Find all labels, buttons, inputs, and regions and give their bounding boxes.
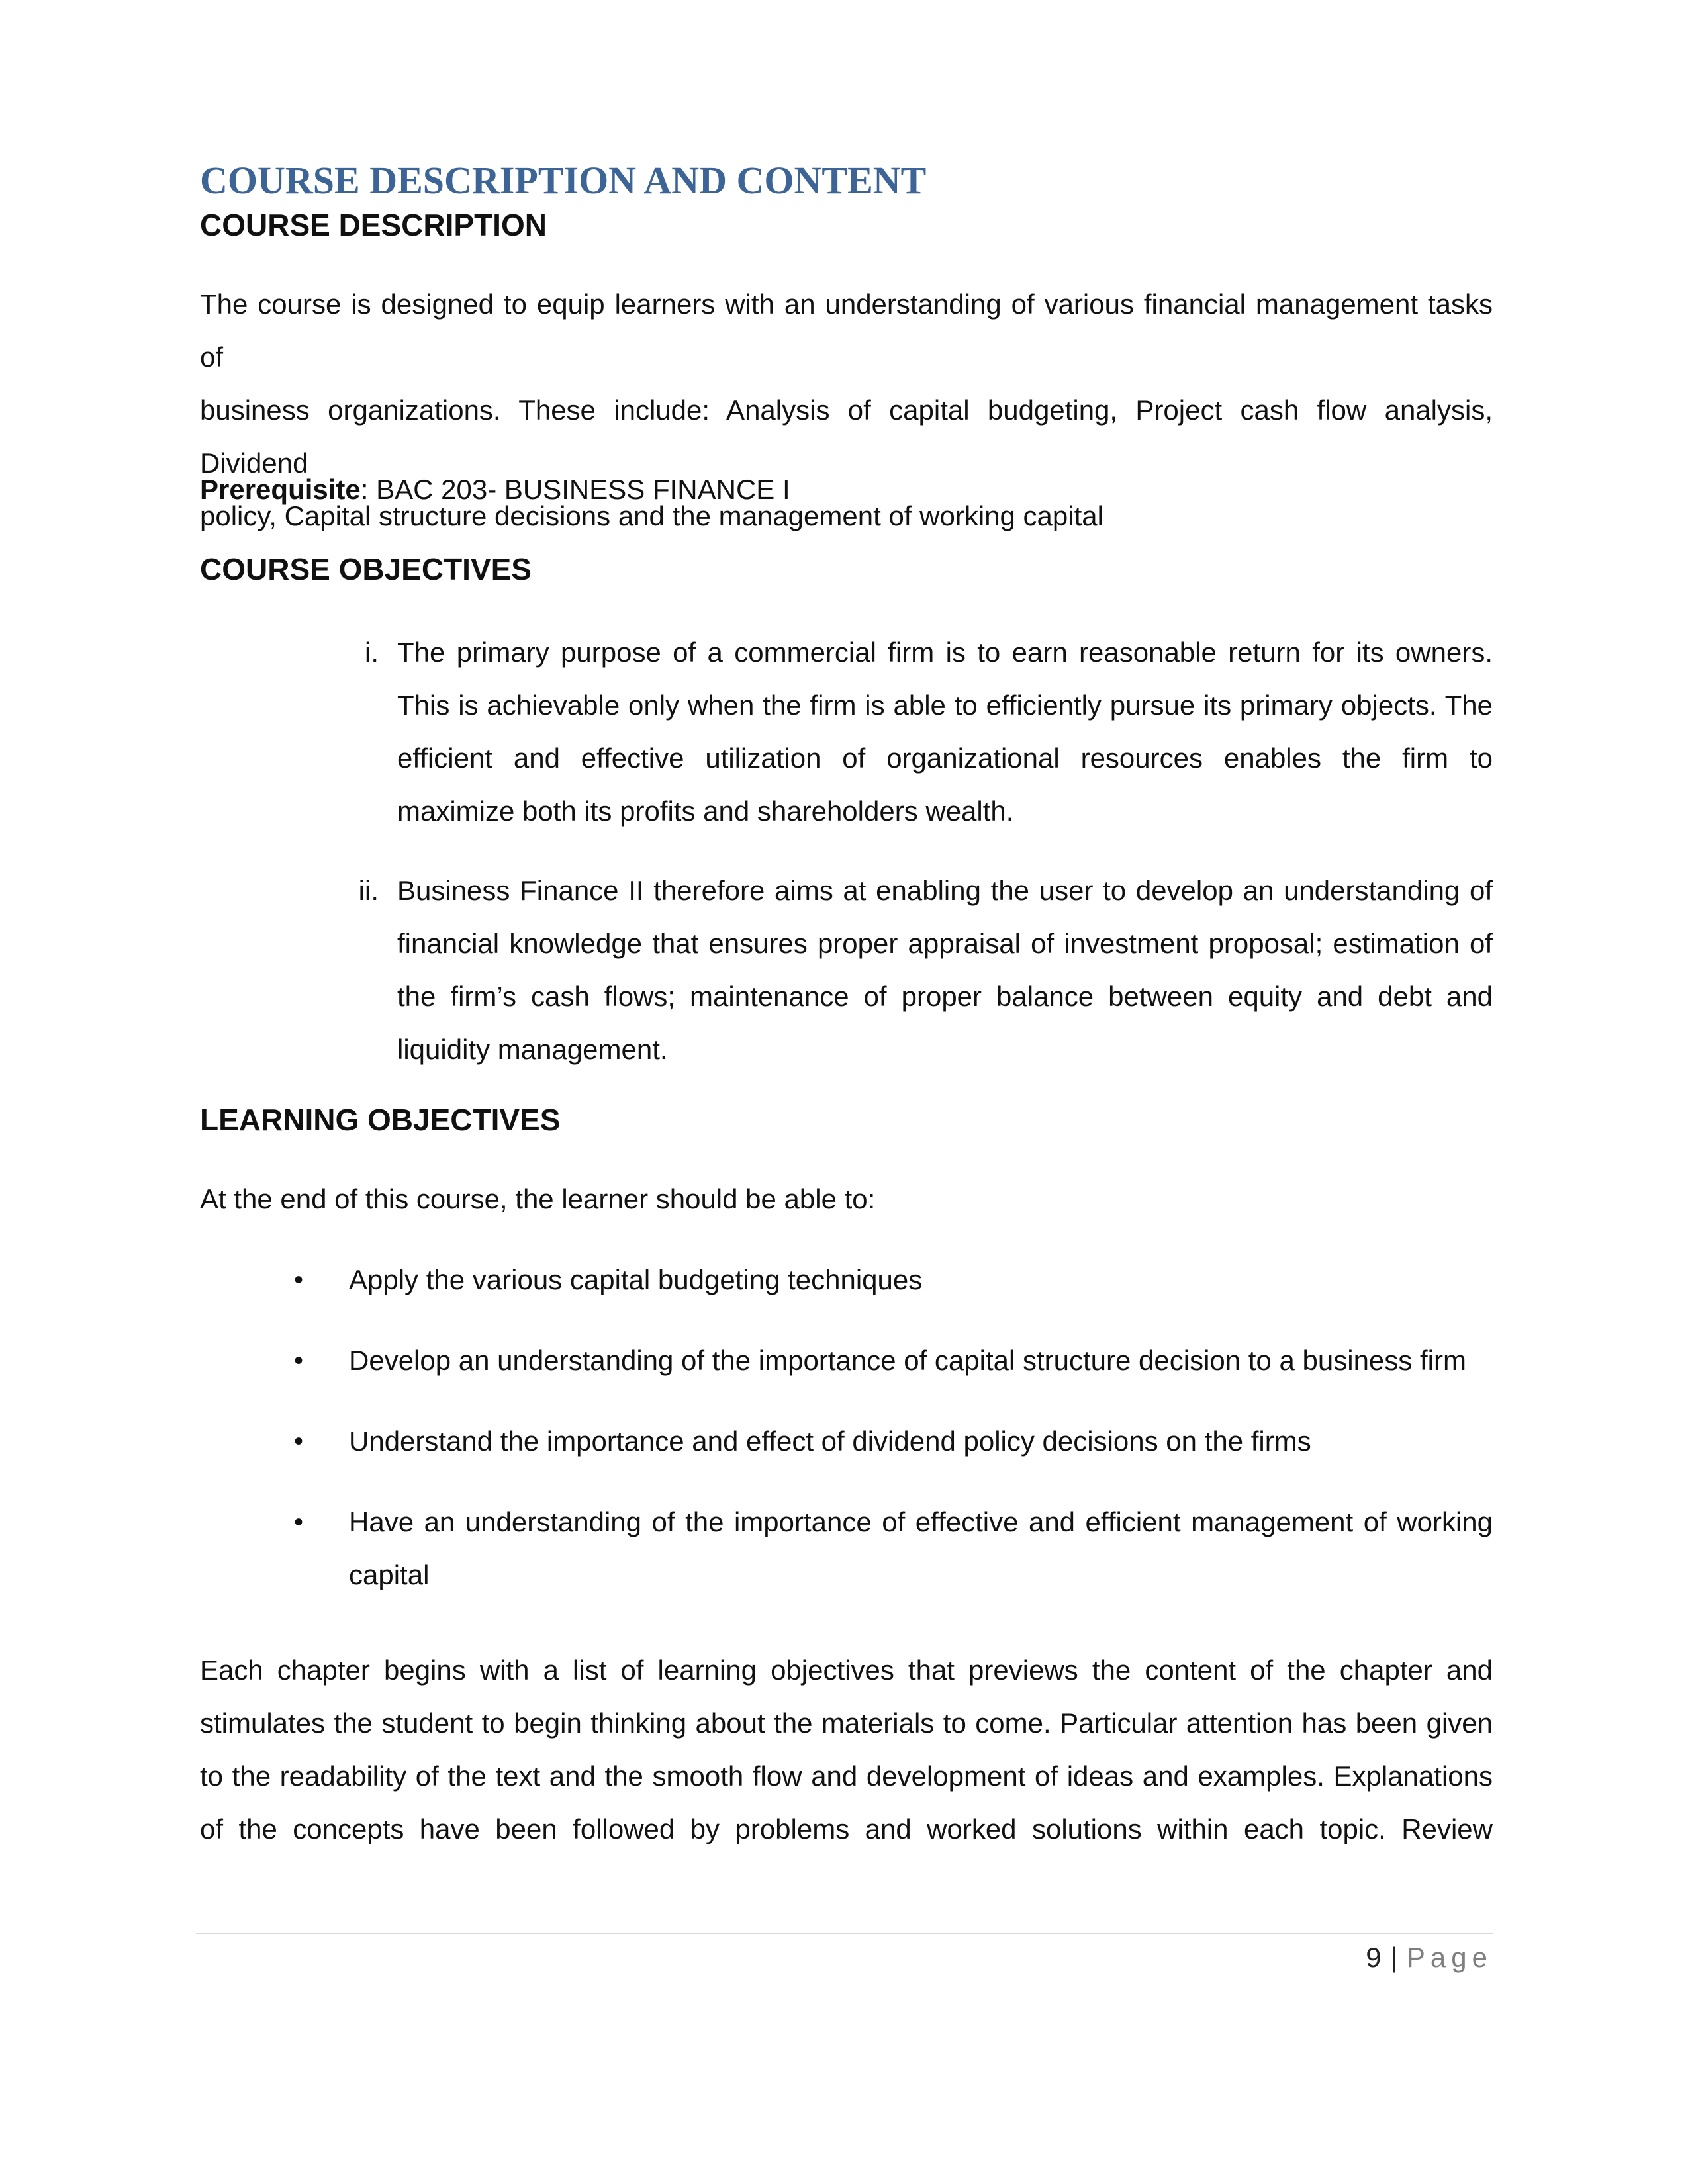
learning-objective-text <box>349 1334 1493 1387</box>
bullet-icon: • <box>294 1346 304 1375</box>
objective-text <box>397 864 1493 1076</box>
learning-objective-text <box>349 1415 1493 1468</box>
text-line: The course is designed to equip learners with an understanding of various financial management tasks of <box>200 289 1493 373</box>
prerequisite-value: : BAC 203- BUSINESS FINANCE I <box>360 474 790 505</box>
closing-paragraph <box>200 1644 1493 1856</box>
learning-objectives-intro <box>200 1173 1493 1226</box>
text-line: business organizations. These include: Analysis of capital budgeting, Project cash flow analysis, Dividend <box>200 394 1493 478</box>
text-line: This is achievable only when the firm is able to efficiently pursue its primary objects. The <box>397 690 1493 721</box>
prerequisite-line <box>200 471 790 508</box>
text-line: maximize both its profits and shareholders wealth. <box>397 796 1014 827</box>
text-line: to the readability of the text and the smooth flow and development of ideas and examples. Explanations <box>200 1760 1493 1792</box>
bullet-icon: • <box>294 1265 304 1295</box>
text-line: Each chapter begins with a list of learning objectives that previews the content of the chapter and <box>200 1655 1493 1686</box>
bullet-icon: • <box>294 1427 304 1456</box>
objective-number: ii. <box>358 875 379 906</box>
page-number: 9 <box>1366 1942 1382 1973</box>
text-line: At the end of this course, the learner should be able to: <box>200 1183 876 1214</box>
objective-number: i. <box>365 637 379 668</box>
objective-text <box>397 626 1493 838</box>
text-line: Apply the various capital budgeting techniques <box>349 1264 923 1295</box>
page-title: COURSE DESCRIPTION AND CONTENT <box>200 159 927 202</box>
text-line: liquidity management. <box>397 1034 668 1065</box>
text-line: The primary purpose of a commercial firm is to earn reasonable return for its owners. <box>397 637 1493 668</box>
page-word: Page <box>1406 1942 1493 1973</box>
text-line: policy, Capital structure decisions and the management of working capital <box>200 500 1103 531</box>
bullet-icon: • <box>294 1508 304 1537</box>
text-line: stimulates the student to begin thinking about the materials to come. Particular attention has been given <box>200 1707 1493 1739</box>
text-line: Have an understanding of the importance of effective and efficient management of working <box>349 1506 1493 1537</box>
text-line: the firm’s cash flows; maintenance of proper balance between equity and debt and <box>397 981 1493 1012</box>
text-line: Understand the importance and effect of dividend policy decisions on the firms <box>349 1426 1311 1457</box>
text-line: capital <box>349 1559 430 1590</box>
prerequisite-label: Prerequisite <box>200 474 361 505</box>
learning-objective-text <box>349 1496 1493 1602</box>
learning-objectives-heading: LEARNING OBJECTIVES <box>200 1103 561 1137</box>
text-line: financial knowledge that ensures proper appraisal of investment proposal; estimation of <box>397 928 1493 959</box>
text-line: of the concepts have been followed by problems and worked solutions within each topic. Review <box>200 1813 1493 1844</box>
text-line: efficient and effective utilization of organizational resources enables the firm to <box>397 743 1493 774</box>
footer-separator: | <box>1390 1942 1399 1973</box>
page-footer <box>1366 1939 1493 1976</box>
text-line: Business Finance II therefore aims at enabling the user to develop an understanding of <box>397 875 1493 906</box>
footer-divider <box>196 1933 1493 1934</box>
course-description-heading: COURSE DESCRIPTION <box>200 208 547 242</box>
text-line: Develop an understanding of the importance of capital structure decision to a business firm <box>349 1345 1466 1376</box>
learning-objective-text <box>349 1253 1493 1306</box>
course-objectives-heading: COURSE OBJECTIVES <box>200 552 532 586</box>
